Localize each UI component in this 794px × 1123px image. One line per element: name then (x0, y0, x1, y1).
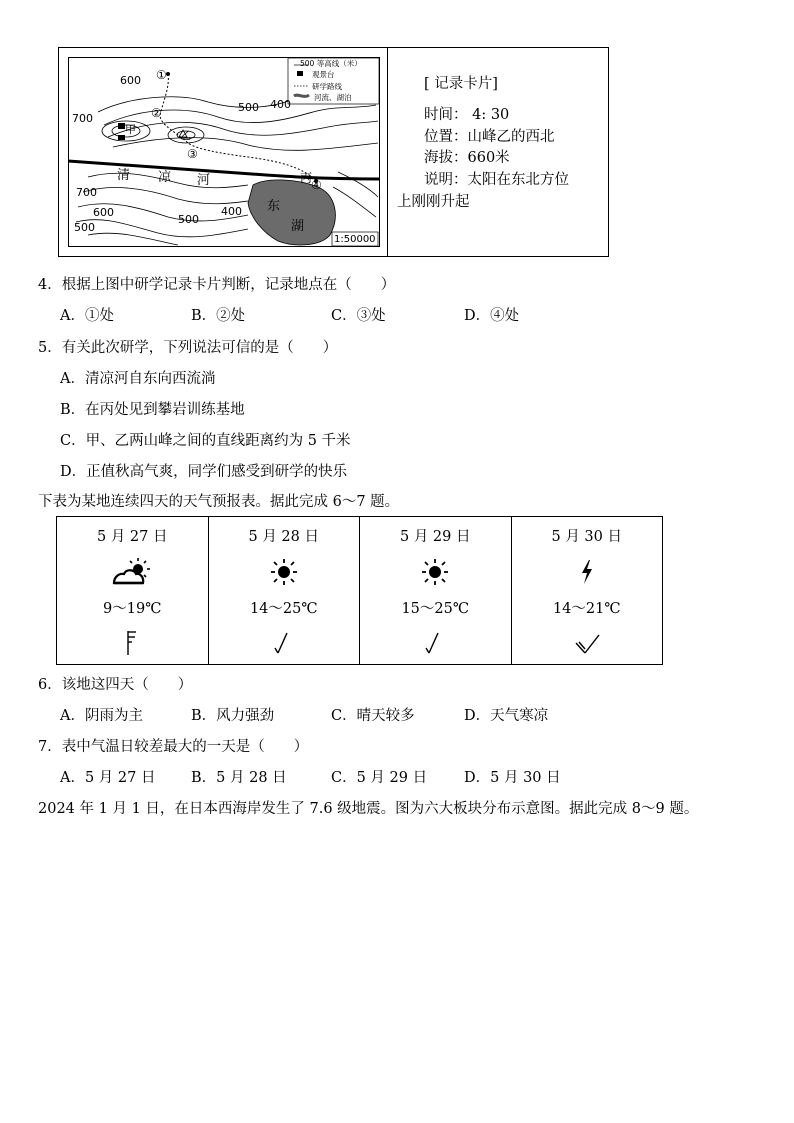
contour-label: 400 (221, 205, 242, 218)
river-char: 凉 (158, 170, 172, 185)
q7-option-b: B．5 月 28 日 (191, 770, 287, 786)
peak-jia: 甲 (125, 123, 136, 136)
weather-temp: 15～25℃ (401, 601, 470, 617)
stop-4: ④ (311, 178, 322, 192)
intro-8-9: 2024 年 1 月 1 日，在日本西海岸发生了 7.6 级地震。图为六大板块分布示意图。据此完成 8～9 题。 (38, 801, 699, 817)
weather-temp: 9～19℃ (103, 601, 162, 617)
wind-symbol-icon (360, 629, 511, 659)
legend-contour: 500 等高线（米） (300, 59, 362, 68)
weather-day-cell (208, 517, 360, 665)
intro-6-7: 下表为某地连续四天的天气预报表。据此完成 6～7 题。 (38, 494, 400, 510)
card-position: 位置：山峰乙的西北 (424, 129, 555, 145)
q7-option-c: C．5 月 29 日 (331, 770, 428, 786)
weather-temp: 14～21℃ (552, 601, 621, 617)
stop-1: ① (156, 68, 167, 82)
q5-option-d: D．正值秋高气爽，同学们感受到研学的快乐 (60, 464, 348, 480)
wind-symbol-icon (57, 629, 208, 659)
card-title: [ 记录卡片] (424, 76, 498, 92)
q6-option-b: B．风力强劲 (191, 708, 275, 724)
q4-option-c: C．③处 (331, 308, 386, 324)
q4-option-a: A．①处 (60, 308, 114, 324)
q5-option-b: B．在丙处见到攀岩训练基地 (60, 402, 245, 418)
weather-date: 5 月 28 日 (248, 529, 319, 545)
legend-route: 研学路线 (312, 82, 342, 91)
contour-label: 500 (178, 213, 199, 226)
figure-divider (387, 47, 388, 257)
point-bing: 丙 (300, 171, 313, 185)
q6-option-d: D．天气寒凉 (464, 708, 549, 724)
q7-stem: 7．表中气温日较差最大的一天是（ ） (38, 739, 309, 755)
q5-stem: 5．有关此次研学，下列说法可信的是（ ） (38, 340, 338, 356)
legend-viewpoint: 观景台 (312, 70, 335, 79)
card-time: 时间： 4: 30 (424, 107, 510, 123)
q5-option-c: C．甲、乙两山峰之间的直线距离约为 5 千米 (60, 433, 351, 449)
lake-char: 东 (267, 199, 281, 214)
q4-stem: 4．根据上图中研学记录卡片判断，记录地点在（ ） (38, 277, 396, 293)
sunny-icon (209, 557, 360, 589)
contour-label: 500 (238, 101, 259, 114)
q7-option-d: D．5 月 30 日 (464, 770, 561, 786)
weather-date: 5 月 30 日 (551, 529, 622, 545)
wind-symbol-icon (209, 629, 360, 659)
weather-temp: 14～25℃ (249, 601, 318, 617)
contour-label: 700 (72, 112, 93, 125)
weather-day-cell (511, 517, 663, 665)
thunder-icon (512, 557, 663, 589)
sun-behind-cloud-icon (57, 557, 208, 589)
q6-option-c: C．晴天较多 (331, 708, 415, 724)
q4-option-b: B．②处 (191, 308, 246, 324)
wind-symbol-icon (512, 629, 663, 659)
peak-yi: 乙 (180, 129, 191, 142)
card-altitude: 海拔：660米 (424, 150, 510, 166)
card-note-cont: 上刚刚升起 (397, 194, 470, 210)
map-scale: 1:50000 (334, 234, 376, 245)
sunny-icon (360, 557, 511, 589)
q6-stem: 6．该地这四天（ ） (38, 677, 193, 693)
q6-option-a: A．阴雨为主 (60, 708, 143, 724)
legend-water: 河流、湖泊 (314, 93, 352, 102)
weather-day-cell (360, 517, 512, 665)
stop-2: ② (151, 106, 162, 120)
weather-date: 5 月 29 日 (399, 529, 471, 545)
contour-label: 600 (93, 206, 114, 219)
river-char: 清 (117, 168, 131, 183)
contour-label: 600 (120, 74, 141, 87)
q7-option-a: A．5 月 27 日 (60, 770, 156, 786)
contour-label: 400 (270, 98, 291, 111)
weather-day-cell (57, 517, 209, 665)
q4-option-d: D．④处 (464, 308, 520, 324)
contour-label: 500 (74, 221, 95, 234)
card-note: 说明：太阳在东北方位 (424, 172, 569, 188)
q5-option-a: A．清凉河自东向西流淌 (60, 371, 216, 387)
contour-label: 700 (76, 186, 97, 199)
weather-table (56, 516, 663, 665)
river-char: 河 (197, 173, 211, 188)
stop-3: ③ (187, 147, 198, 161)
weather-date: 5 月 27 日 (96, 529, 168, 545)
lake-char: 湖 (291, 219, 305, 234)
